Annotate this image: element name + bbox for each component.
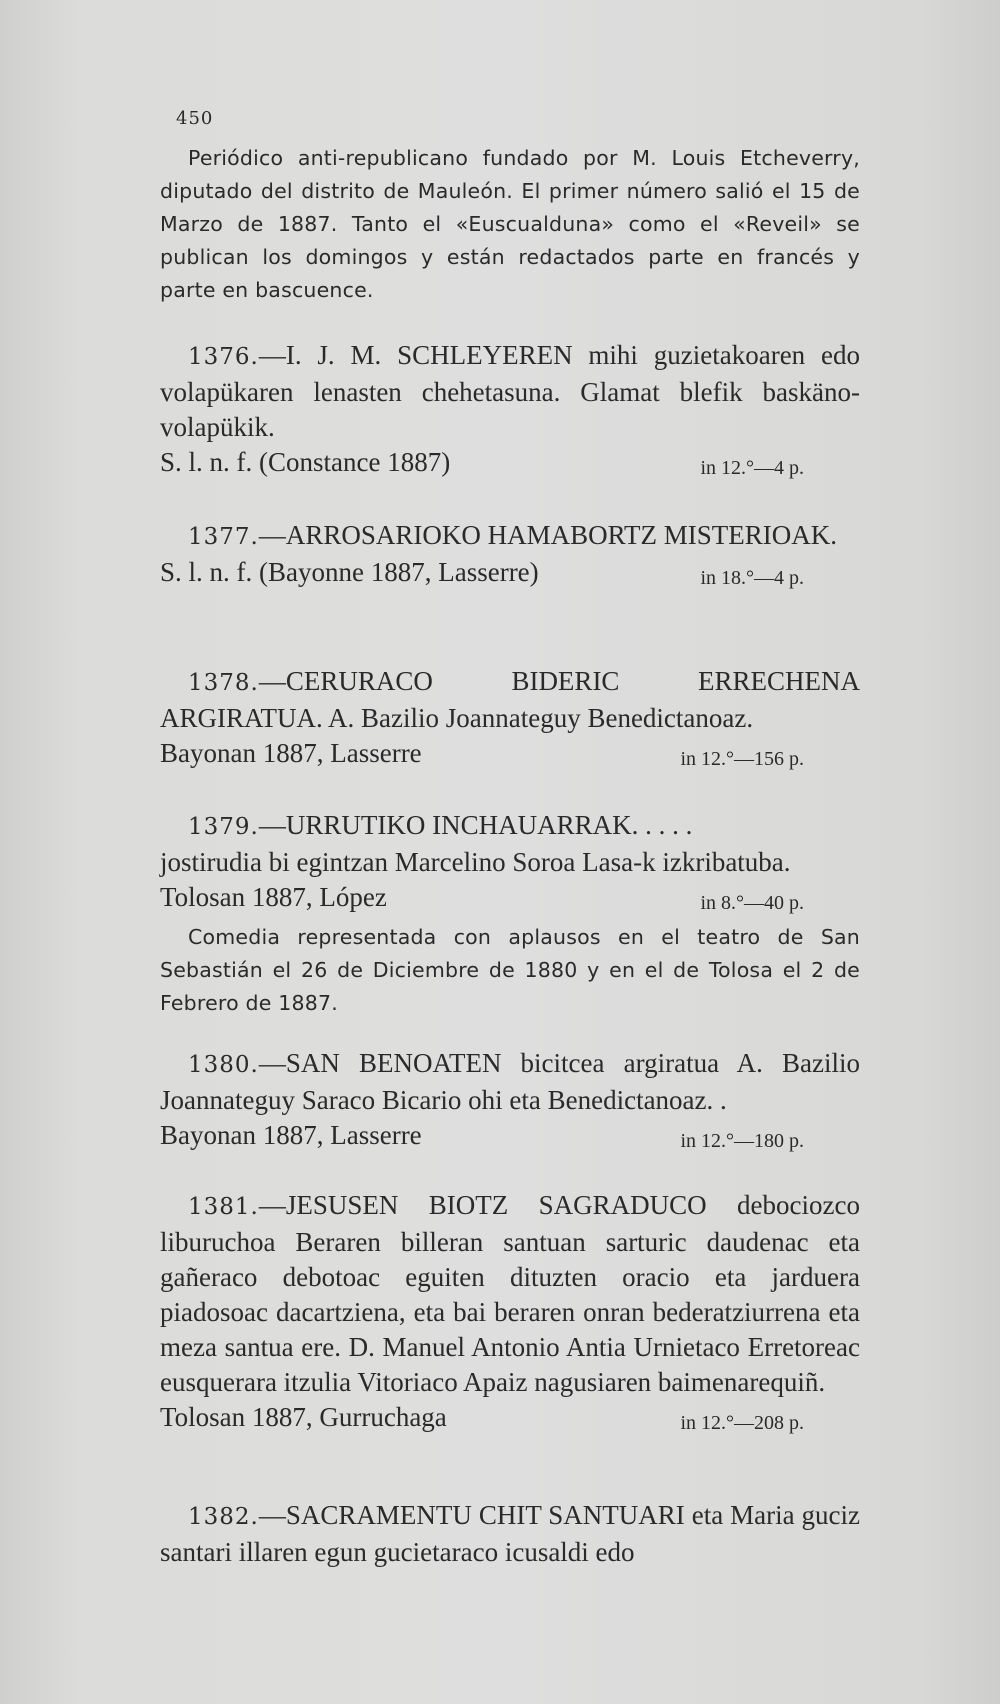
- entry-number: 1381.: [188, 1194, 259, 1220]
- entry-title-line: [160, 1498, 860, 1570]
- intro-paragraph: [160, 142, 860, 307]
- entry-title-line: [160, 1046, 860, 1118]
- entry-format: in 12.°—180 p.: [680, 1130, 804, 1152]
- entry-number: 1376.: [188, 344, 259, 370]
- entry-note: Comedia representada con aplausos en el teatro de San Sebastián el 26 de Diciembre de 1880 y en el de Tolosa el 2 de Febrero de 1887.: [160, 925, 860, 1015]
- catalog-entry-1382: [160, 1498, 860, 1570]
- page-number: 450: [176, 108, 214, 129]
- entry-title-line: [160, 518, 860, 555]
- entry-number: 1380.: [188, 1052, 259, 1078]
- entry-title: —I. J. M. SCHLEYEREN mihi guzietakoaren edo volapükaren lenasten chehetasuna. Glamat blefik baskäno-volapükik.: [160, 340, 860, 442]
- entry-number: 1378.: [188, 670, 259, 696]
- entry-format: in 12.°—156 p.: [680, 748, 804, 770]
- entry-title: —CERURACO BIDERIC ERRECHENA ARGIRATUA. A. Bazilio Joannateguy Benedictanoaz.: [160, 666, 860, 733]
- catalog-entry-1380: [160, 1046, 860, 1159]
- entry-title: —URRUTIKO INCHAUARRAK. . . . .: [258, 810, 693, 840]
- entry-title-line: [160, 1188, 860, 1400]
- catalog-entry-1379: [160, 808, 860, 1020]
- intro-text: Periódico anti-republicano fundado por M. Louis Etcheverry, diputado del distrito de Mauleón. El primer número salió el 15 de Marzo de 1887. Tanto el «Euscualduna» como el «Reveil» se publican los domingos y están redactados parte en francés y parte en bascuence.: [160, 146, 860, 302]
- entry-title: —SACRAMENTU CHIT SANTUARI eta Maria guciz santari illaren egun gucietaraco icusaldi edo: [160, 1500, 860, 1567]
- entry-title-line: [160, 808, 860, 845]
- entry-imprint-line: [160, 736, 860, 777]
- entry-title-line: [160, 338, 860, 445]
- entry-imprint-line: [160, 1118, 860, 1159]
- entry-imprint: S. l. n. f. (Constance 1887): [160, 447, 451, 477]
- entry-imprint-line: [160, 445, 860, 486]
- entry-title: —SAN BENOATEN bicitcea argiratua A. Bazilio Joannateguy Saraco Bicario ohi eta Benedictanoaz. .: [160, 1048, 860, 1115]
- entry-imprint: Bayonan 1887, Lasserre: [160, 1120, 422, 1150]
- entry-title: —JESUSEN BIOTZ SAGRADUCO debociozco liburuchoa Beraren billeran santuan sarturic daudenac eta gañeraco debotoac eguiten dituzten oracio eta jarduera piadosoac dacartziena, eta bai beraren onran bederatziurrena eta meza santua ere. D. Manuel Antonio Antia Urnietaco Erretoreac eusquerara itzulia Vitoriaco Apaiz nagusiaren baimenarequiñ.: [160, 1190, 860, 1397]
- catalog-entry-1378: [160, 664, 860, 777]
- entry-number: 1382.: [188, 1504, 259, 1530]
- entry-imprint-line: [160, 880, 860, 921]
- entry-number: 1377.: [188, 524, 259, 550]
- entry-imprint: Tolosan 1887, López: [160, 882, 387, 912]
- entry-title-line: [160, 664, 860, 736]
- entry-number: 1379.: [188, 814, 259, 840]
- entry-title: —ARROSARIOKO HAMABORTZ MISTERIOAK.: [258, 520, 838, 550]
- entry-imprint: Bayonan 1887, Lasserre: [160, 738, 422, 768]
- entry-imprint-line: [160, 555, 860, 596]
- entry-format: in 12.°—4 p.: [700, 457, 804, 479]
- catalog-entry-1381: [160, 1188, 860, 1441]
- entry-format: in 12.°—208 p.: [680, 1412, 804, 1434]
- entry-imprint: Tolosan 1887, Gurruchaga: [160, 1402, 447, 1432]
- entry-imprint: S. l. n. f. (Bayonne 1887, Lasserre): [160, 557, 539, 587]
- entry-format: in 18.°—4 p.: [700, 567, 804, 589]
- entry-subtitle: jostirudia bi egintzan Marcelino Soroa Lasa-k izkribatuba.: [160, 847, 791, 877]
- catalog-entry-1377: [160, 518, 860, 596]
- catalog-entry-1376: [160, 338, 860, 486]
- entry-imprint-line: [160, 1400, 860, 1441]
- entry-format: in 8.°—40 p.: [700, 892, 804, 914]
